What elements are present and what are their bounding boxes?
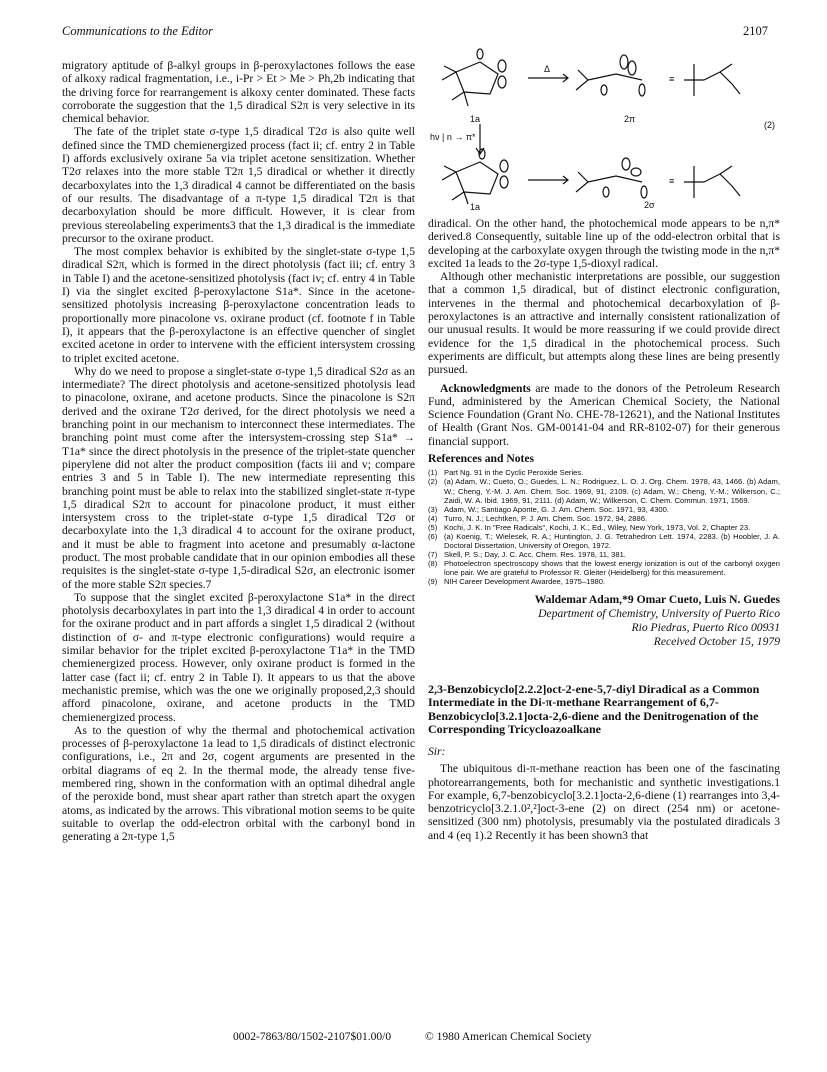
paragraph: To suppose that the singlet excited β-peroxylactone S1a* in the direct photolysis decarboxylates in part into the 1,3 diradical 4 in order to account for the oxirane product and in part affords a singlet 1,5 diradical 2 (without distinction of σ- and π-type electronic configurations) would require a similar behavior for the triplet excited β-peroxylactone T1a* in the TMD chemienergized process. However, only oxirane product is formed in the latter case (fact ii; cf. entry 2 in Table I). It appears to us that the above mechanistic premise, which was the one we originally proposed,2,3 should afford pinacolone, oxirane, and acetone products in the TMD chemienergized process. xyxy=(62,590,415,724)
paragraph: Why do we need to propose a singlet-state σ-type 1,5 diradical S2σ as an intermediate? The direct photolysis and acetone-sensitized photolysis lead to pinacolone, oxirane, and acetone products. Since the pinacolone is S2π derived and the oxirane T2σ derived, for the direct photolysis we need a branching point in our mechanism to interconnect these intermediates. The branching point must come after the intersystem-crossing step S1a* → T1a* since the direct photolysis in the presence of the triplet-state quencher piperylene did not alter the product composition (facts iii and v; compare entries 3 and 5 in Table I). The new intermediate representing this branching point must be able to relax into the stabilized singlet-state π-type 1,5 diradical S2π to account for pinacolone product, it must either intersystem cross to the triplet-state σ-type 1,5 diradical T2σ or decarboxylate into the 1,3 diradical 4 to account for the oxirane product, and it must be able to fragment into acetone and presumably α-lactone product. The most probable candidate that in our opinion embodies all these requisites is the singlet-state σ-type 1,5-diradical S2σ, an electronic isomer of the more stable S2π species.7 xyxy=(62,364,415,591)
author-block xyxy=(428,593,780,649)
paragraph: The ubiquitous di-π-methane reaction has been one of the fascinating photorearrangements, both for mechanistic and synthetic investigations.1 For example, 6,7-benzobicyclo[3.2.1]octa-2,6-diene (1) rearranges into 3,4-benzotricyclo[3.2.1.0²,²]oct-3-ene (2) on direct (254 nm) or acetone-sensitized (300 nm) photolysis, presumably via the postulated diradicals 3 and 4 (eq 1).2 Recently it has been shown3 that xyxy=(428,762,780,842)
received-date: Received October 15, 1979 xyxy=(653,634,780,648)
reference-item: (6) (a) Koenig, T.; Wielesek, R. A.; Huntington, J. G. Tetrahedron Lett. 1974, 2283. (b) Hoobler, J. A. Doctoral Dissertation, University of Oregon, 1972. xyxy=(428,532,780,551)
right-column xyxy=(428,217,780,842)
paragraph: diradical. On the other hand, the photochemical mode appears to be n,π* derived.8 Consequently, suitable line up of the odd-electron orbital that is developing at the carboxylate oxygen through the twisting mode in the n,π* excited 1a leads to the 2σ-type 1,5-dioxyl radical. xyxy=(428,217,780,270)
reference-item: (3) Adam, W.; Santiago Aponte, G. J. Am. Chem. Soc. 1971, 93, 4300. xyxy=(428,504,669,514)
structure-1a-top xyxy=(442,49,506,106)
label-1a-bottom: 1a xyxy=(470,202,481,212)
hv-label: hν | n → π* xyxy=(430,132,476,142)
left-column xyxy=(62,59,415,844)
footer-code: 0002-7863/80/1502-2107$01.00/0 xyxy=(233,1031,392,1043)
reference-item: (4) Turro, N. J.; Lechtken, P. J. Am. Chem. Soc. 1972, 94, 2886. xyxy=(428,513,648,523)
acknowledgments xyxy=(428,382,780,448)
equation-number: (2) xyxy=(764,120,775,130)
reference-item: (5) Kochi, J. K. In "Free Radicals", Kochi, J. K., Ed., Wiley, New York, 1973, Vol. 2, Chapter 23. xyxy=(428,522,751,532)
page-number: 2107 xyxy=(743,24,768,38)
author-names: Waldemar Adam,*9 Omar Cueto, Luis N. Guedes xyxy=(534,592,780,606)
structure-1a-bottom xyxy=(442,149,508,204)
acknowledgments-text: are made to the donors of the Petroleum Research Fund, administered by the American Chemical Society, the National Science Foundation (Grant No. CHE-78-12621), and the National Institutes of Health (Grant Nos. GM-00141-04 and RR-8102-07) for their generous financial support. xyxy=(428,381,780,448)
reference-item: (7) Skell, P. S.; Day, J. C. Acc. Chem. Res. 1978, 11, 381. xyxy=(428,550,626,560)
reference-item: (2) (a) Adam, W.; Cueto, O.; Guedes, L. N.; Rodriguez, L. O. J. Org. Chem. 1978, 43, 1466. (b) Adam, W.; Cheng, Y.-M. J. Am. Chem. Soc. 1969, 91, 2109. (c) Adam, W.; Cheng, Y.-M.; Wilkerson, C.; Zaidi, W. A. Ibid. 1969, 91, 2111. (d) Adam, W.; Wilkerson, C. Chem. Commun. 1971, 1569. xyxy=(428,477,780,505)
reaction-scheme-eq2 xyxy=(428,44,784,214)
paragraph: Although other mechanistic interpretations are possible, our suggestion that a common 1,5 diradical, but of distinct electronic configuration, intervenes in the thermal and photochemical decarboxylation of β-peroxylactones is an attractive and internally consistent rationalization of our unusual results. It would be more reassuring if we could provide direct evidence for the 1,5 diradical in the photochemical process. Such experiments are difficult, but attempts along these lines are being presently pursued. xyxy=(428,270,780,377)
label-1a-top: 1a xyxy=(470,114,481,124)
structure-2sigma-orbitals xyxy=(576,158,647,198)
paragraph: The fate of the triplet state σ-type 1,5 diradical T2σ is also quite well defined since the TMD chemienergized process (fact ii; cf. entry 2 in Table I) affords exclusively oxirane 5a via triplet acetone sensitization. Whether T2σ relaxes into the more stable T2π 1,5 diradical or whether it directly decarboxylates into the 1,3 diradical 4 cannot be differentiated on the basis of our results. The disadvantage of a π-type 1,5 diradical T2π is that decarboxylation should be more difficult. However, it is clear from previous stereolabeling experiments3 that the 1,3 diradical is the immediate precursor to the oxirane product. xyxy=(62,125,415,245)
paragraph: migratory aptitude of β-alkyl groups in β-peroxylactones follows the ease of alkoxy radical fragmentation, i.e., i-Pr > Et > Me > Ph,2b indicating that the driving force for rearrangement is alkoxy center dominated. These facts corroborate the suggestion that the 1,5 diradical S2π is very selective in its chemical behavior. xyxy=(62,59,415,126)
author-department: Department of Chemistry, University of Puerto Rico xyxy=(538,606,780,620)
paragraph: The most complex behavior is exhibited by the singlet-state σ-type 1,5 diradical S2π, which is formed in the direct photolysis (fact iii; cf. entry 3 in Table I) and the acetone-sensitized photolysis (fact iv; cf. entry 4 in Table I) via the singlet excited β-peroxylactone S1a*. Since in the acetone-sensitized photolysis increasing β-peroxylactone concentration leads to proportionally more pinacolone vs. oxirane product (cf. footnote f in Table I), it appears that the β-peroxylactone is an effective quencher of singlet excited acetone in order to intervene with the efficient intersystem crossing to triplet excited acetone. xyxy=(62,245,415,365)
reference-item: (8) Photoelectron spectroscopy shows that the lowest energy ionization is out of the carbonyl oxygen lone pair. We are grateful to Professor R. Gleiter (Heidelberg) for this measurement. xyxy=(428,559,780,578)
references-title: References and Notes xyxy=(428,452,535,466)
references-list xyxy=(428,468,780,586)
structure-2sigma-skeletal xyxy=(684,166,740,198)
paragraph: As to the question of why the thermal and photochemical activation processes of β-peroxylactone 1a lead to 1,5 diradicals of distinct electronic configurations, i.e., 2π and 2σ, cogent arguments are presented in the orbital diagrams of eq 2. In the thermal mode, the already tense five-membered ring, shown in the conformation with an optimal dihedral angle of the peroxide bond, must shear apart rather than stretch apart the oxygen atoms, as indicated by the arrows. This vibrational motion seems to be quite suitable to overlap the odd-electron orbital with the carbonyl bond in generating a 2π-type 1,5 xyxy=(62,723,415,844)
equiv-bottom: ≡ xyxy=(669,176,675,186)
footer-copyright: © 1980 American Chemical Society xyxy=(425,1031,592,1043)
equiv-top: ≡ xyxy=(669,74,675,84)
reference-item: (9) NIH Career Development Awardee, 1975–1980. xyxy=(428,577,606,587)
label-2sigma: 2σ xyxy=(644,200,655,210)
running-header-journal: Communications to the Editor xyxy=(62,24,214,38)
next-article-title: 2,3-Benzobicyclo[2.2.2]oct-2-ene-5,7-diyl Diradical as a Common Intermediate in the Di-π-methane Rearrangement of 6,7-Benzobicyclo[3.2.1]octa-2,6-diene and the Denitrogenation of the Corresponding Tricycloazoalkane xyxy=(428,681,760,737)
acknowledgments-lead: Acknowledgments xyxy=(440,381,531,395)
salutation: Sir: xyxy=(428,744,446,758)
structure-2pi-skeletal xyxy=(684,64,740,96)
label-2pi: 2π xyxy=(624,114,636,124)
author-city: Rio Piedras, Puerto Rico 00931 xyxy=(631,620,780,634)
delta-label: Δ xyxy=(544,64,551,74)
reference-item: (1) Part Ng. 91 in the Cyclic Peroxide Series. xyxy=(428,468,584,478)
structure-2pi-orbitals xyxy=(576,55,645,96)
